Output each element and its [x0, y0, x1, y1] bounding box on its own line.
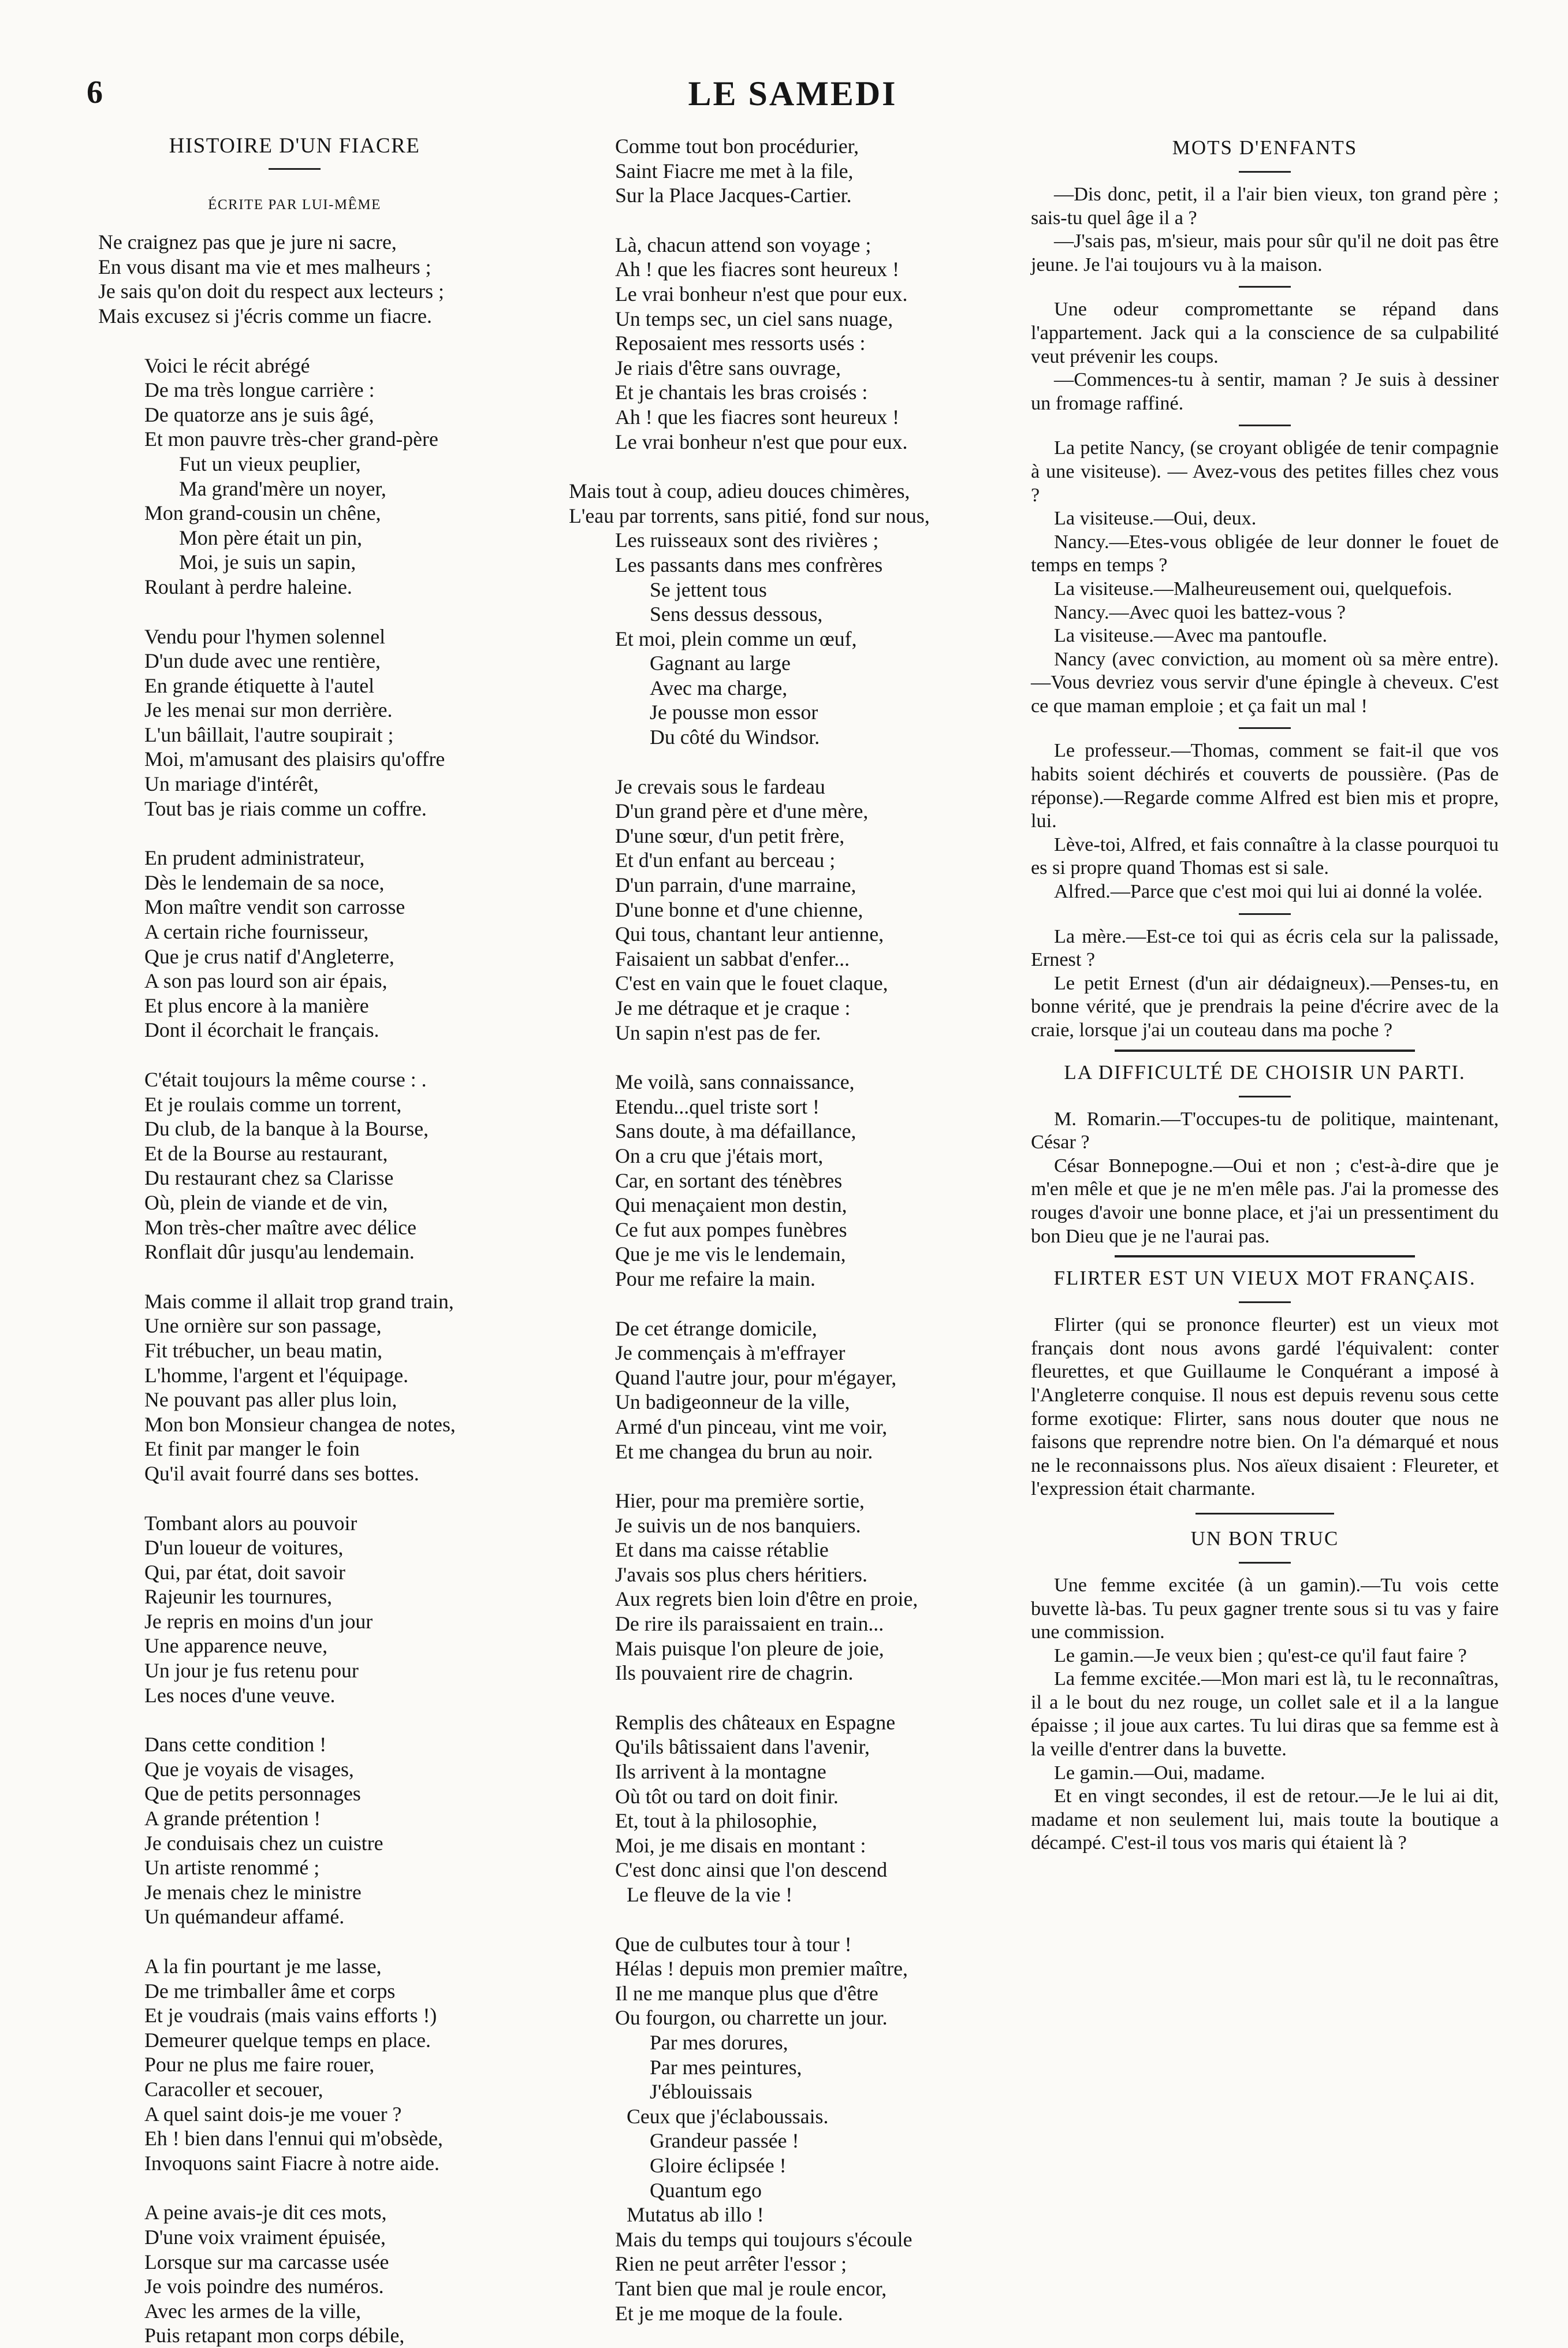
poem-stanza: [569, 1070, 944, 1291]
poem-line: Puis retapant mon corps débile,: [144, 2324, 405, 2347]
poem-line: Lorsque sur ma carcasse usée: [144, 2250, 389, 2273]
paragraph: Le petit Ernest (d'un air dédaigneux).—Penses-tu, en bonne vérité, que je prendrais la peine d'écrire avec de la craie, lorsque j'ai un couteau dans ma poche ?: [1031, 972, 1499, 1041]
poem-line: Faisaient un sabbat d'enfer...: [615, 947, 850, 970]
poem-stanza: [98, 1067, 491, 1264]
paragraph: La visiteuse.—Oui, deux.: [1054, 508, 1257, 530]
poem-line: En prudent administrateur,: [144, 846, 365, 870]
poem-line: Où, plein de viande et de vin,: [144, 1190, 388, 1214]
paragraph: Flirter (qui se prononce fleurter) est un vieux mot français dont nous avons gardé l'équivalent: conter fleurettes, et que Guillaume le Conquérant a imposé à l'Angleterre conquise. Il nous est depuis revenu sous cette forme exotique: Flirter, sans nous douter que nous ne faisons que reprendre notre bien. On l'a démarqué et nous ne le reconnaissons plus. Nos aïeux disaient : Fleureter, et l'expression était charmante.: [1031, 1314, 1499, 1500]
poem-line: Rien ne peut arrêter l'essor ;: [615, 2252, 847, 2276]
paragraph: La femme excitée.—Mon mari est là, tu le reconnaîtras, il a le bout du nez rouge, un collet sale et il a la langue épaisse ; il joue aux cartes. Tu lui diras que sa femme est à la veille d'entrer dans la buvette.: [1031, 1668, 1499, 1761]
poem-line: Tombant alors au pouvoir: [144, 1511, 357, 1535]
poem-line: Un mariage d'intérêt,: [144, 772, 319, 796]
poem-line: Un badigeonneur de la ville,: [615, 1390, 850, 1414]
poem-line: Un jour je fus retenu pour: [144, 1659, 359, 1683]
poem-line: Qu'ils bâtissaient dans l'avenir,: [615, 1735, 870, 1759]
poem-line: En vous disant ma vie et mes malheurs ;: [98, 255, 431, 278]
mots-enfants: [1031, 183, 1499, 1043]
poem-line: Caracoller et secouer,: [144, 2077, 323, 2101]
poem-line: Que je me vis le lendemain,: [615, 1242, 846, 1266]
poem-line: Reposaient mes ressorts usés :: [615, 332, 866, 355]
poem-line: Mon maître vendit son carrosse: [144, 895, 405, 919]
poem-line: Dès le lendemain de sa noce,: [144, 870, 385, 894]
column-1: [98, 134, 491, 2348]
poem-line: Du restaurant chez sa Clarisse: [144, 1166, 394, 1190]
mots-item: [1031, 183, 1499, 277]
poem-line: Sens dessus dessous,: [650, 602, 823, 626]
poem-line: Rajeunir les tournures,: [144, 1585, 333, 1609]
poem-line: D'un parrain, d'une marraine,: [615, 873, 856, 897]
poem-line: Tout bas je riais comme un coffre.: [144, 797, 427, 820]
poem-line: Ah ! que les fiacres sont heureux !: [615, 258, 900, 281]
poem-line: Demeurer quelque temps en place.: [144, 2028, 431, 2052]
poem-line: L'eau par torrents, sans pitié, fond sur nous,: [569, 504, 930, 527]
column-2: [569, 134, 944, 2325]
item-rule: [1239, 727, 1291, 729]
poem-line: Et dans ma caisse rétablie: [615, 1538, 829, 1562]
section-rule: [1115, 1050, 1415, 1052]
poem-line: Que de petits personnages: [144, 1782, 361, 1806]
poem-stanza: [569, 775, 944, 1045]
poem-line: Et finit par manger le foin: [144, 1437, 360, 1461]
poem-line: Invoquons saint Fiacre à notre aide.: [144, 2151, 440, 2175]
poem-line: Mais comme il allait trop grand train,: [144, 1289, 454, 1313]
poem-line: Que je voyais de visages,: [144, 1757, 354, 1781]
poem-line: Remplis des châteaux en Espagne: [615, 1710, 896, 1734]
poem-line: Que je crus natif d'Angleterre,: [144, 944, 394, 968]
poem-stanza: [98, 2200, 491, 2348]
poem-line: Je suivis un de nos banquiers.: [615, 1513, 861, 1537]
poem-line: Par mes dorures,: [650, 2030, 788, 2054]
poem-line: C'est en vain que le fouet claque,: [615, 972, 888, 995]
poem-line: Du côté du Windsor.: [650, 725, 820, 749]
poem-line: J'éblouissais: [650, 2080, 753, 2104]
poem-line: Une apparence neuve,: [144, 1634, 328, 1658]
item-rule: [1239, 286, 1291, 288]
poem-line: Eh ! bien dans l'ennui qui m'obsède,: [144, 2127, 443, 2150]
poem-stanza: [98, 353, 491, 600]
poem-line: Moi, je me disais en montant :: [615, 1833, 866, 1857]
poem-line: Un sapin n'est pas de fer.: [615, 1021, 821, 1044]
poem-line: De me trimballer âme et corps: [144, 1979, 396, 2003]
poem-line: Ils pouvaient rire de chagrin.: [615, 1661, 854, 1685]
poem-line: Mon bon Monsieur changea de notes,: [144, 1412, 456, 1436]
poem-line: Là, chacun attend son voyage ;: [615, 233, 871, 256]
paragraph: Le gamin.—Je veux bien ; qu'est-ce qu'il faut faire ?: [1054, 1644, 1467, 1666]
paragraph: —Dis donc, petit, il a l'air bien vieux, ton grand père ; sais-tu quel âge il a ?: [1031, 184, 1499, 229]
poem-subtitle: ÉCRITE PAR LUI-MÊME: [208, 196, 381, 213]
poem-line: Fut un vieux peuplier,: [179, 452, 361, 475]
poem-line: Je repris en moins d'un jour: [144, 1609, 373, 1633]
poem-line: Ronflait dûr jusqu'au lendemain.: [144, 1240, 415, 1264]
poem-line: Je me détraque et je craque :: [615, 996, 851, 1019]
poem-line: Mon père était un pin,: [179, 526, 363, 549]
poem-line: Ceux que j'éclaboussais.: [627, 2104, 829, 2128]
poem-line: Tant bien que mal je roule encor,: [615, 2276, 887, 2300]
truc-text: [1031, 1574, 1499, 1855]
poem-line: Mais excusez si j'écris comme un fiacre.: [98, 304, 432, 328]
mots-item: [1031, 298, 1499, 415]
poem-stanza: [569, 479, 944, 750]
difficulte-text: [1031, 1108, 1499, 1249]
poem-line: En grande étiquette à l'autel: [144, 673, 375, 697]
paragraph: Nancy (avec conviction, au moment où sa mère entre).—Vous devriez vous servir d'une épingle à cheveux. C'est ce que maman emploie ; et ça fait un mal !: [1031, 648, 1499, 717]
poem-line: Ne pouvant pas aller plus loin,: [144, 1388, 397, 1412]
poem-stanza: [569, 1489, 944, 1685]
paragraph: Nancy.—Etes-vous obligée de leur donner le fouet de temps en temps ?: [1031, 531, 1499, 576]
poem-line: Il ne me manque plus que d'être: [615, 1981, 878, 2005]
poem-stanza: [98, 1511, 491, 1708]
poem-line: Et moi, plein comme un œuf,: [615, 627, 857, 650]
poem-line: A peine avais-je dit ces mots,: [144, 2201, 387, 2224]
mots-item: [1031, 925, 1499, 1043]
poem-line: D'une sœur, d'un petit frère,: [615, 824, 845, 847]
poem-line: Ou fourgon, ou charrette un jour.: [615, 2006, 888, 2030]
poem-line: Dont il écorchait le français.: [144, 1018, 379, 1042]
poem-line: Ce fut aux pompes funèbres: [615, 1218, 847, 1241]
poem-line: Qui tous, chantant leur antienne,: [615, 922, 884, 946]
poem-line: Moi, je suis un sapin,: [179, 550, 356, 574]
poem-line: Quand l'autre jour, pour m'égayer,: [615, 1365, 897, 1389]
poem-line: On a cru que j'étais mort,: [615, 1144, 824, 1167]
poem-line: Les noces d'une veuve.: [144, 1683, 336, 1707]
difficulte-title: LA DIFFICULTÉ DE CHOISIR UN PARTI.: [1064, 1060, 1466, 1084]
section-rule: [1239, 1096, 1291, 1097]
paragraph: La mère.—Est-ce toi qui as écris cela sur la palissade, Ernest ?: [1031, 925, 1499, 971]
poem-line: De cet étrange domicile,: [615, 1316, 817, 1340]
poem-line: Vendu pour l'hymen solennel: [144, 624, 386, 648]
poem-line: Pour ne plus me faire rouer,: [144, 2053, 375, 2077]
poem-line: A quel saint dois-je me vouer ?: [144, 2102, 402, 2126]
poem-stanza: [98, 624, 491, 821]
poem-line: Le fleuve de la vie !: [627, 1883, 793, 1906]
poem-line: Et je me moque de la foule.: [615, 2301, 843, 2325]
poem-line: Que de culbutes tour à tour !: [615, 1932, 852, 1956]
paragraph: M. Romarin.—T'occupes-tu de politique, maintenant, César ?: [1031, 1108, 1499, 1153]
paragraph: Lève-toi, Alfred, et fais connaître à la classe pourquoi tu es si propre quand Thomas est si sale.: [1031, 833, 1499, 879]
poem-stanza: [98, 1954, 491, 2175]
poem-line: Car, en sortant des ténèbres: [615, 1169, 843, 1192]
paragraph: La visiteuse.—Malheureusement oui, quelquefois.: [1054, 578, 1452, 600]
item-rule: [1239, 425, 1291, 426]
poem-stanza: [98, 230, 491, 328]
poem-line: A certain riche fournisseur,: [144, 920, 369, 944]
column-3: [1031, 134, 1499, 1855]
poem-line: C'était toujours la même course : .: [144, 1068, 427, 1091]
poem-line: Et je chantais les bras croisés :: [615, 381, 868, 404]
poem-line: Qui, par état, doit savoir: [144, 1560, 345, 1584]
poem-line: Ils arrivent à la montagne: [615, 1760, 826, 1784]
poem-line: Roulant à perdre haleine.: [144, 575, 352, 598]
poem-title: HISTOIRE D'UN FIACRE: [169, 134, 420, 158]
poem-line: Je riais d'être sans ouvrage,: [615, 356, 841, 379]
poem-line: Me voilà, sans connaissance,: [615, 1070, 855, 1094]
poem-line: Les ruisseaux sont des rivières ;: [615, 529, 879, 552]
paragraph: Alfred.—Parce que c'est moi qui lui ai donné la volée.: [1054, 881, 1483, 903]
poem-line: Je vois poindre des numéros.: [144, 2275, 384, 2298]
masthead: LE SAMEDI: [688, 75, 897, 113]
poem-line: Je les menai sur mon derrière.: [144, 698, 393, 722]
poem-line: Moi, m'amusant des plaisirs qu'offre: [144, 747, 445, 771]
poem-line: D'un grand père et d'une mère,: [615, 799, 869, 823]
poem-line: Mon très-cher maître avec délice: [144, 1215, 417, 1239]
poem-line: De ma très longue carrière :: [144, 378, 375, 402]
paragraph: —Commences-tu à sentir, maman ? Je suis à dessiner un fromage raffiné.: [1031, 369, 1499, 414]
poem-line: Dans cette condition !: [144, 1733, 327, 1757]
poem-line: Un artiste renommé ;: [144, 1856, 320, 1880]
poem-line: A grande prétention !: [144, 1807, 321, 1830]
poem-line: Et je roulais comme un torrent,: [144, 1092, 402, 1116]
poem-line: A la fin pourtant je me lasse,: [144, 1955, 382, 1978]
poem-line: A son pas lourd son air épais,: [144, 969, 388, 993]
section-rule: [1239, 171, 1291, 173]
paragraph: Le gamin.—Oui, madame.: [1054, 1762, 1265, 1784]
poem-line: Pour me refaire la main.: [615, 1267, 815, 1290]
poem-line: Armé d'un pinceau, vint me voir,: [615, 1415, 888, 1438]
poem-line: Fit trébucher, un beau matin,: [144, 1338, 383, 1362]
poem-line: Avec ma charge,: [650, 676, 788, 699]
poem-line: Et plus encore à la manière: [144, 993, 369, 1017]
paragraph: Et en vingt secondes, il est de retour.—Je le lui ai dit, madame et non seulement lui, mais toute la boutique a décampé. C'est-il tous vos maris qui étaient là ?: [1031, 1785, 1499, 1854]
poem-line: D'une bonne et d'une chienne,: [615, 898, 863, 921]
paragraph: —J'sais pas, m'sieur, mais pour sûr qu'il ne doit pas être jeune. Je l'ai toujours vu à la maison.: [1031, 230, 1499, 276]
poem-line: Sans doute, à ma défaillance,: [615, 1119, 856, 1143]
poem-line: L'homme, l'argent et l'équipage.: [144, 1363, 409, 1387]
paragraph: Le professeur.—Thomas, comment se fait-il que vos habits soient déchirés et couverts de poussière. (Pas de réponse).—Regarde comme Alfred est bien mis et propre, lui.: [1031, 740, 1499, 832]
poem-line: Je commençais à m'effrayer: [615, 1341, 846, 1365]
poem-line: Et je voudrais (mais vains efforts !): [144, 2004, 437, 2027]
poem-line: Et d'un enfant au berceau ;: [615, 849, 836, 872]
section-rule: [1115, 1255, 1415, 1257]
flirter-title: FLIRTER EST UN VIEUX MOT FRANÇAIS.: [1053, 1267, 1476, 1290]
mots-title: MOTS D'ENFANTS: [1172, 136, 1358, 159]
poem-line: D'un dude avec une rentière,: [144, 649, 381, 673]
mots-item: [1031, 437, 1499, 718]
poem-line: Et me changea du brun au noir.: [615, 1439, 873, 1463]
poem-line: Mais puisque l'on pleure de joie,: [615, 1636, 884, 1660]
poem-stanza: [98, 1732, 491, 1929]
page-number: 6: [87, 75, 103, 110]
poem-line: Gagnant au large: [650, 652, 791, 675]
poem-line: Je crevais sous le fardeau: [615, 775, 825, 798]
poem-line: Grandeur passée !: [650, 2129, 799, 2153]
poem-stanza: [569, 233, 944, 454]
title-rule: [269, 168, 321, 170]
poem-stanza: [98, 1289, 491, 1486]
poem-part-2: [569, 134, 944, 2325]
poem-line: Hélas ! depuis mon premier maître,: [615, 1957, 908, 1981]
poem-line: Je pousse mon essor: [650, 701, 818, 724]
poem-line: De rire ils paraissaient en train...: [615, 1612, 884, 1636]
page-header: [87, 74, 1499, 126]
paragraph: Une odeur compromettante se répand dans l'appartement. Jack qui a la conscience de sa culpabilité veut prévenir les coups.: [1031, 299, 1499, 367]
section-rule: [1239, 1562, 1291, 1564]
flirter-text: [1031, 1313, 1499, 1501]
poem-stanza: [569, 134, 944, 208]
poem-part-1: [98, 230, 491, 2348]
poem-line: Mais du temps qui toujours s'écoule: [615, 2227, 913, 2251]
poem-line: Et, tout à la philosophie,: [615, 1809, 817, 1833]
paragraph: La visiteuse.—Avec ma pantoufle.: [1054, 625, 1328, 647]
poem-line: Sur la Place Jacques-Cartier.: [615, 184, 852, 207]
poem-line: Par mes peintures,: [650, 2055, 802, 2079]
poem-line: Ne craignez pas que je jure ni sacre,: [98, 230, 397, 254]
poem-line: Du club, de la banque à la Bourse,: [144, 1117, 429, 1141]
poem-line: Une ornière sur son passage,: [144, 1314, 382, 1338]
poem-line: L'un bâillait, l'autre soupirait ;: [144, 723, 394, 746]
poem-line: Gloire éclipsée !: [650, 2153, 787, 2177]
poem-line: Je sais qu'on doit du respect aux lecteurs ;: [98, 280, 444, 303]
poem-line: Qu'il avait fourré dans ses bottes.: [144, 1461, 419, 1485]
poem-line: Avec les armes de la ville,: [144, 2299, 362, 2323]
poem-line: Le vrai bonheur n'est que pour eux.: [615, 282, 908, 306]
poem-line: Mais tout à coup, adieu douces chimères,: [569, 479, 910, 503]
poem-line: Aux regrets bien loin d'être en proie,: [615, 1587, 918, 1611]
poem-stanza: [569, 1710, 944, 1907]
poem-line: Je conduisais chez un cuistre: [144, 1831, 383, 1855]
poem-line: Et de la Bourse au restaurant,: [144, 1141, 388, 1165]
poem-line: Etendu...quel triste sort !: [615, 1095, 820, 1118]
paragraph: Une femme excitée (à un gamin).—Tu vois cette buvette là-bas. Tu peux gagner trente sous si tu vas y faire une commission.: [1031, 1574, 1499, 1643]
poem-line: Qui menaçaient mon destin,: [615, 1193, 847, 1217]
poem-stanza: [98, 846, 491, 1043]
poem-line: D'un loueur de voitures,: [144, 1536, 344, 1560]
poem-line: J'avais sos plus chers héritiers.: [615, 1562, 867, 1586]
poem-line: Ma grand'mère un noyer,: [179, 477, 386, 500]
poem-line: Et mon pauvre très-cher grand-père: [144, 427, 438, 451]
poem-line: Comme tout bon procédurier,: [615, 135, 859, 158]
section-rule: [1239, 1301, 1291, 1303]
poem-line: Se jettent tous: [650, 578, 767, 601]
paragraph: César Bonnepogne.—Oui et non ; c'est-à-dire que je m'en mêle et que je ne m'en mêle pas. J'ai la promesse des rouges d'avoir une bonne place, et j'ai un pressentiment du bon Dieu que je ne l'aurai pas.: [1031, 1155, 1499, 1247]
poem-line: D'une voix vraiment épuisée,: [144, 2225, 386, 2249]
poem-line: Un temps sec, un ciel sans nuage,: [615, 307, 893, 330]
poem-line: C'est donc ainsi que l'on descend: [615, 1858, 888, 1882]
poem-line: Où tôt ou tard on doit finir.: [615, 1784, 839, 1808]
poem-line: Mutatus ab illo !: [627, 2203, 764, 2227]
poem-line: Saint Fiacre me met à la file,: [615, 159, 854, 183]
poem-stanza: [569, 1932, 944, 2326]
paragraph: La petite Nancy, (se croyant obligée de tenir compagnie à une visiteuse). — Avez-vous des petites filles chez vous ?: [1031, 437, 1499, 506]
truc-title: UN BON TRUC: [1190, 1527, 1339, 1550]
item-rule: [1239, 913, 1291, 915]
poem-line: Mon grand-cousin un chêne,: [144, 501, 381, 525]
poem-line: Je menais chez le ministre: [144, 1880, 362, 1904]
poem-line: Quantum ego: [650, 2178, 762, 2202]
poem-line: Le vrai bonheur n'est que pour eux.: [615, 430, 908, 453]
poem-line: Hier, pour ma première sortie,: [615, 1489, 865, 1513]
poem-line: De quatorze ans je suis âgé,: [144, 403, 374, 426]
poem-line: Ah ! que les fiacres sont heureux !: [615, 405, 900, 429]
poem-stanza: [569, 1316, 944, 1464]
poem-line: Voici le récit abrégé: [144, 353, 310, 377]
poem-line: Un quémandeur affamé.: [144, 1905, 345, 1929]
section-rule: [1195, 1513, 1334, 1515]
paragraph: Nancy.—Avec quoi les battez-vous ?: [1054, 601, 1346, 623]
poem-line: Les passants dans mes confrères: [615, 553, 883, 576]
mots-item: [1031, 739, 1499, 903]
